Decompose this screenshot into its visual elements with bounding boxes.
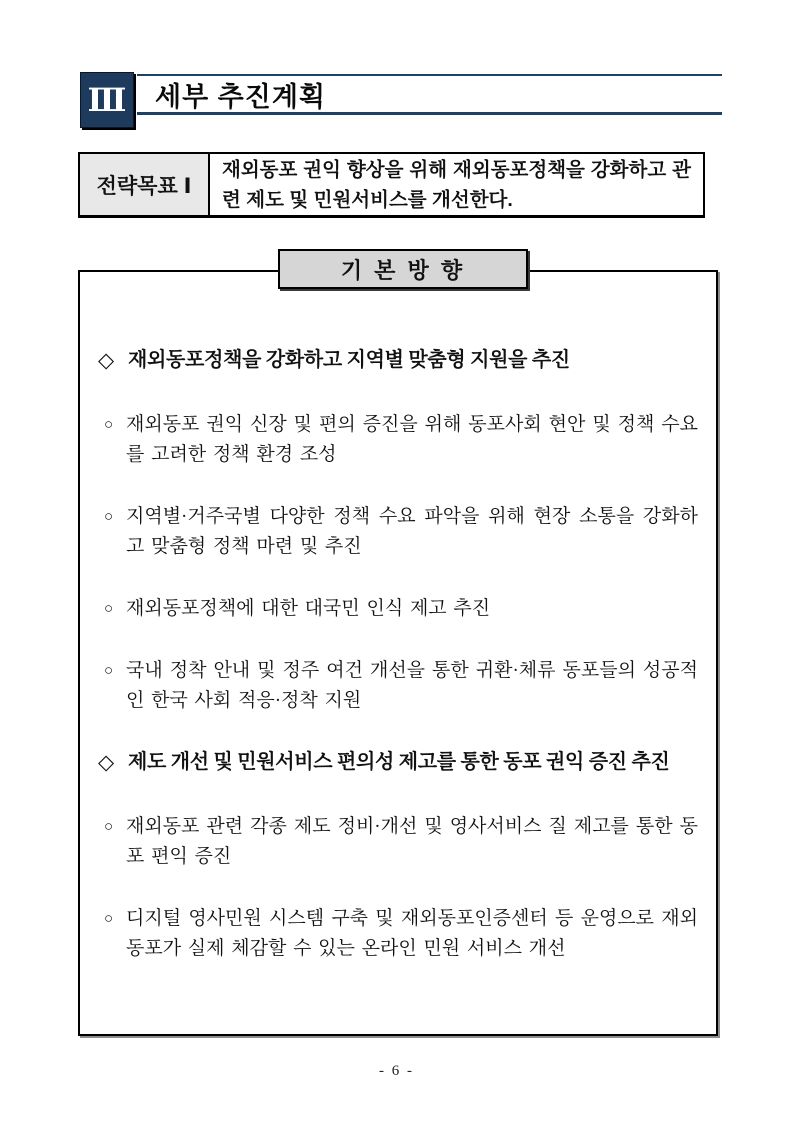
direction-item-text: 지역별·거주국별 다양한 정책 수요 파악을 위해 현장 소통을 강화하고 맞춤형 정책 마련 및 추진	[126, 506, 698, 557]
circle-bullet-icon: ○	[104, 509, 114, 525]
basic-direction-box	[78, 270, 718, 1036]
strategy-goal-table	[78, 152, 705, 218]
section-numeral-box	[80, 72, 134, 128]
strategy-goal-description-text: 재외동포 권익 향상을 위해 재외동포정책을 강화하고 관련 제도 및 민원서비스를 개선한다.	[222, 158, 691, 211]
diamond-bullet-icon: ◇	[98, 750, 114, 774]
direction-item	[98, 594, 698, 624]
circle-bullet-icon: ○	[104, 663, 114, 679]
direction-item	[98, 656, 698, 716]
direction-heading-text: 재외동포정책을 강화하고 지역별 맞춤형 지원을 추진	[128, 349, 570, 371]
strategy-goal-label: 전략목표 Ⅰ	[80, 154, 210, 215]
direction-item	[98, 502, 698, 562]
direction-item-text: 재외동포정책에 대한 대국민 인식 제고 추진	[126, 598, 491, 619]
direction-item-text: 재외동포 관련 각종 제도 정비·개선 및 영사서비스 질 제고를 통한 동포 편익 증진	[126, 816, 698, 867]
direction-item-text: 디지털 영사민원 시스템 구축 및 재외동포인증센터 등 운영으로 재외동포가 실제 체감할 수 있는 온라인 민원 서비스 개선	[126, 908, 698, 959]
strategy-goal-description	[210, 154, 703, 215]
direction-heading	[98, 346, 698, 374]
section-title-bar	[137, 74, 722, 115]
diamond-bullet-icon: ◇	[98, 348, 114, 372]
direction-item-text: 재외동포 권익 신장 및 편의 증진을 위해 동포사회 현안 및 정책 수요를 고려한 정책 환경 조성	[126, 414, 698, 465]
direction-item	[98, 904, 698, 964]
circle-bullet-icon: ○	[104, 417, 114, 433]
section-title: 세부 추진계획	[155, 81, 326, 112]
basic-direction-title: 기 본 방 향	[340, 257, 466, 283]
direction-item	[98, 812, 698, 872]
direction-item	[98, 410, 698, 470]
section-numeral: Ⅲ	[87, 82, 127, 118]
direction-item-text: 국내 정착 안내 및 정주 여건 개선을 통한 귀환·체류 동포들의 성공적인 한국 사회 적응·정착 지원	[126, 660, 698, 711]
circle-bullet-icon: ○	[104, 911, 114, 927]
basic-direction-title-box	[278, 249, 528, 289]
page-number: - 6 -	[379, 1063, 414, 1079]
circle-bullet-icon: ○	[104, 819, 114, 835]
circle-bullet-icon: ○	[104, 601, 114, 617]
direction-heading	[98, 748, 698, 776]
direction-heading-text: 제도 개선 및 민원서비스 편의성 제고를 통한 동포 권익 증진 추진	[128, 751, 670, 773]
